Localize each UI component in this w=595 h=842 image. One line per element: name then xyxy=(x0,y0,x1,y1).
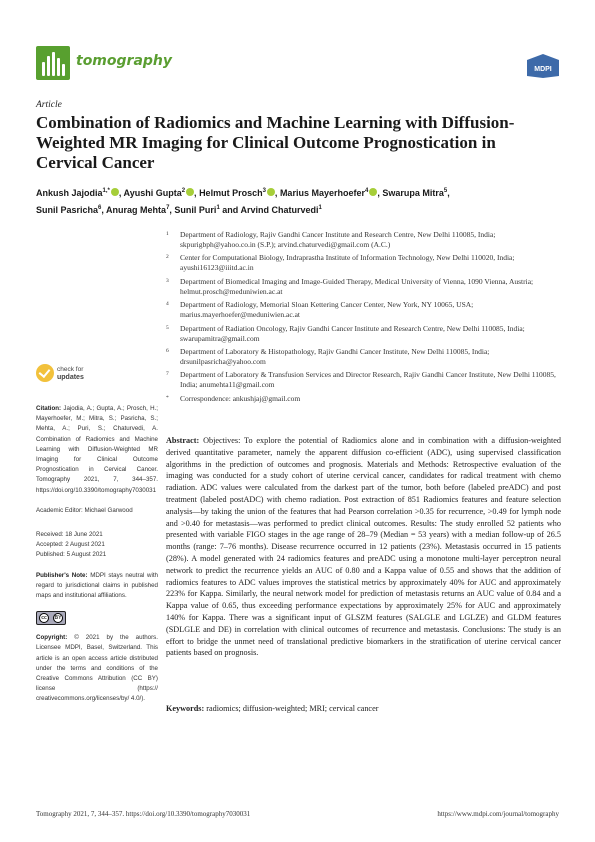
affiliation-number: * xyxy=(166,394,169,401)
affiliations xyxy=(166,230,561,407)
author-name[interactable]: Swarupa Mitra xyxy=(382,188,444,198)
journal-logo-icon xyxy=(36,46,70,80)
academic-editor: Academic Editor: Michael Garwood xyxy=(36,506,133,514)
orcid-icon[interactable] xyxy=(267,188,275,196)
affiliation-text: Department of Biomedical Imaging and Image-Guided Therapy, Medical University of Vienna, 1090 Vienna, Austria; helmut.prosch@meduniwien.ac.at xyxy=(180,276,534,296)
author-affil-ref: 1 xyxy=(216,205,220,211)
citation-block xyxy=(36,404,158,496)
author-name[interactable]: Ankush Jajodia xyxy=(36,188,103,198)
received-date: Received: 18 June 2021 xyxy=(36,531,103,539)
affiliation-item xyxy=(166,253,561,273)
keywords-text: radiomics; diffusion-weighted; MRI; cervical cancer xyxy=(206,704,379,713)
affiliation-item xyxy=(166,230,561,250)
journal-name[interactable]: tomography xyxy=(76,53,173,69)
sidebar xyxy=(36,364,158,715)
cc-by-icon xyxy=(36,611,66,625)
affiliation-text: Center for Computational Biology, Indraprastha Institute of Information Technology, New Delhi 110020, India; ayushi16123@iiitd.ac.in xyxy=(180,253,515,273)
affiliation-number: 2 xyxy=(166,254,169,261)
author-name[interactable]: Sunil Pasricha xyxy=(36,205,99,215)
correspondence xyxy=(166,394,561,404)
by-symbol: BY xyxy=(54,615,62,622)
authors-and: and xyxy=(222,205,239,215)
author-affil-ref: 2 xyxy=(181,188,186,194)
check-for-updates-button[interactable] xyxy=(36,364,158,386)
article-type: Article xyxy=(36,100,62,110)
affiliation-number: 5 xyxy=(166,324,169,331)
author-affil-ref: 1 xyxy=(318,205,322,211)
keywords xyxy=(166,703,561,714)
copyright-block xyxy=(36,633,158,704)
affiliation-item xyxy=(166,324,561,344)
affiliation-number: 1 xyxy=(166,231,169,237)
author-name[interactable]: Arvind Chaturvedi xyxy=(240,205,319,215)
author-name[interactable]: Marius Mayerhoefer xyxy=(279,188,365,198)
abstract-label: Abstract: xyxy=(166,436,200,445)
article-title: Combination of Radiomics and Machine Learning with Diffusion-Weighted MR Imaging for Clinical Outcome Prognostication in Cervical Cancer xyxy=(36,113,515,172)
dates-block xyxy=(36,530,158,561)
author-name[interactable]: Helmut Prosch xyxy=(199,188,263,198)
affiliation-number: 7 xyxy=(166,371,169,378)
abstract-text: Objectives: To explore the potential of Radiomics alone and in combination with a diffusion-weighted derived quantitative parameter, namely the apparent diffusion co-efficient (ADC), using supervised classification algorithms in the prediction of outcomes and prognosis. Materials and Methods: Retrospective evaluation of the imaging was conducted for a study cohort of uterine cervical cancer, candidates for radical treatment with chemo radiation. ADC values were calculated from the darkest part of the tumor, both before (labeled preADC) and post treatment (labeled postADC) with chemo radiation. Post extraction of 851 Radiomics features and feature selection analysis—by taking the union of the features that had Pearson correlation >0.35 for recurrence, >0.49 for lymph node and >0.40 for metastasis—was performed to predict clinical outcomes. Results: The study enrolled 52 patients who presented with variable FIGO stages in the age range of 28–79 (Median = 53 years) with a median follow-up of 26.5 months (range: 7–76 months). Disease recurrence occurred in 12 patients (23%). Metastasis occurred in 15 patients (28%). A model generated with 24 radiomics features and preADC using a monotone multi-layer perceptron neural network to predict the recurrence yields an AUC of 0.80 and a Kappa value of 0.55 and shows that the addition of radiomics features to ADC values improves the statistical metrics by approximately 40% for AUC and approximately 223% for Kappa. Similarly, the neural network model for prediction of metastasis returns an AUC value of 0.84 and a Kappa value of 0.65, thus exceeding performance expectations by approximately 25% for AUC and approximately 140% for Kappa. There was a significant input of GLSZM features (SALGLE and LGLZE) and GLDM features (SDLGLE and DE) in correlation with clinical outcomes of recurrence and metastasis. Conclusions: The study is an effort to bridge the unmet need of translational predictive biomarkers in the stratification of uterine cervical cancer patients based on prognosis. xyxy=(166,436,562,658)
affiliation-number: 4 xyxy=(166,301,169,308)
footer-journal-url[interactable]: https://www.mdpi.com/journal/tomography xyxy=(437,810,559,818)
publisher-note xyxy=(36,571,158,602)
author-affil-ref: 3 xyxy=(262,188,266,194)
correspondence-text[interactable]: Correspondence: ankushjaj@gmail.com xyxy=(180,393,301,403)
author-name[interactable]: Sunil Puri xyxy=(174,205,217,215)
affiliation-number: 6 xyxy=(166,347,169,354)
check-updates-icon xyxy=(36,364,54,382)
author-affil-ref: 1,* xyxy=(102,188,110,194)
publisher-note-label: Publisher's Note: xyxy=(36,571,88,579)
cc-license-badge[interactable] xyxy=(36,611,158,625)
footer-citation[interactable]: Tomography 2021, 7, 344–357. https://doi.org/10.3390/tomography7030031 xyxy=(36,810,251,818)
affiliation-text: Department of Radiology, Rajiv Gandhi Cancer Institute and Research Centre, New Delhi 110085, India; skpurigbph@yahoo.co.in (S.P.); arvind.chaturvedi@gmail.com (A.C.) xyxy=(180,230,496,249)
affiliation-text: Department of Laboratory & Histopathology, Rajiv Gandhi Cancer Institute, New Delhi 110085, India; drsunilpasricha@yahoo.com xyxy=(180,346,490,366)
published-date: Published: 5 August 2021 xyxy=(36,551,107,559)
citation-label: Citation: xyxy=(36,405,62,412)
page-footer xyxy=(36,810,559,818)
orcid-icon[interactable] xyxy=(369,188,377,196)
affiliation-item xyxy=(166,277,561,297)
keywords-label: Keywords: xyxy=(166,704,205,713)
affiliation-text: Department of Radiation Oncology, Rajiv Gandhi Cancer Institute and Research Centre, New Delhi 110085, India; swarupamitra@gmail.com xyxy=(180,323,525,343)
affiliation-number: 3 xyxy=(166,277,169,284)
author-name[interactable]: Anurag Mehta xyxy=(106,205,167,215)
affiliation-item xyxy=(166,300,561,320)
author-affil-ref: 6 xyxy=(98,205,102,211)
affiliation-item xyxy=(166,370,561,390)
check-updates-line1: check for xyxy=(57,366,84,373)
author-affil-ref: 7 xyxy=(166,205,170,211)
citation-text[interactable]: Jajodia, A.; Gupta, A.; Prosch, H.; Mayerhoefer, M.; Mitra, S.; Pasricha, S.; Mehta, A.; Puri, S.; Chaturvedi, A. Combination of Radiomics and Machine Learning with Diffusion-Weighted MR Imaging for Clinical Outcome Prognostication in Cervical Cancer. Tomography 2021, 7, 344–357. https://doi.org/10.3390/tomography7030031 xyxy=(36,405,158,494)
orcid-icon[interactable] xyxy=(111,188,119,196)
author-list: Ankush Jajodia$^{1,*}$ , Ayushi Gupta$^2$ , Helmut Prosch$^3$ , Marius Mayerhoefer$^4$ , Swarupa Mitra$^5$, Sunil Pasricha$^6$, Anurag Mehta$^7$, Sunil Puri$^1$ and Arvind Chaturvedi$^1$ xyxy=(36,188,450,215)
journal-header xyxy=(36,46,559,80)
cc-symbol: cc xyxy=(39,613,49,623)
publisher-name: MDPI xyxy=(534,66,552,73)
author-affil-ref: 5 xyxy=(443,188,448,194)
author-name[interactable]: Ayushi Gupta xyxy=(123,188,182,198)
affiliation-text: Department of Laboratory & Transfusion Services and Director Research, Rajiv Gandhi Cancer Institute, New Delhi 110085, India; anumehta11@gmail.com xyxy=(180,370,556,390)
accepted-date: Accepted: 2 August 2021 xyxy=(36,541,105,549)
abstract xyxy=(166,435,561,659)
copyright-label: Copyright: xyxy=(36,634,68,642)
mdpi-logo-icon[interactable] xyxy=(527,54,559,78)
copyright-text[interactable]: © 2021 by the authors. Licensee MDPI, Basel, Switzerland. This article is an open access article distributed under the terms and conditions of the Creative Commons Attribution (CC BY) license (https:// creativecommons.org/licenses/by/ 4.0/). xyxy=(36,634,158,703)
affiliation-text: Department of Radiology, Memorial Sloan Kettering Cancer Center, New York, NY 10065, USA; marius.mayerhoefer@meduniwien.ac.at xyxy=(180,300,474,320)
publisher-note-text: MDPI stays neutral with regard to jurisdictional claims in published maps and institutional affiliations. xyxy=(36,571,158,600)
orcid-icon[interactable] xyxy=(186,188,194,196)
author-affil-ref: 4 xyxy=(364,188,369,194)
check-updates-line2: updates xyxy=(57,374,84,381)
affiliation-item xyxy=(166,347,561,367)
